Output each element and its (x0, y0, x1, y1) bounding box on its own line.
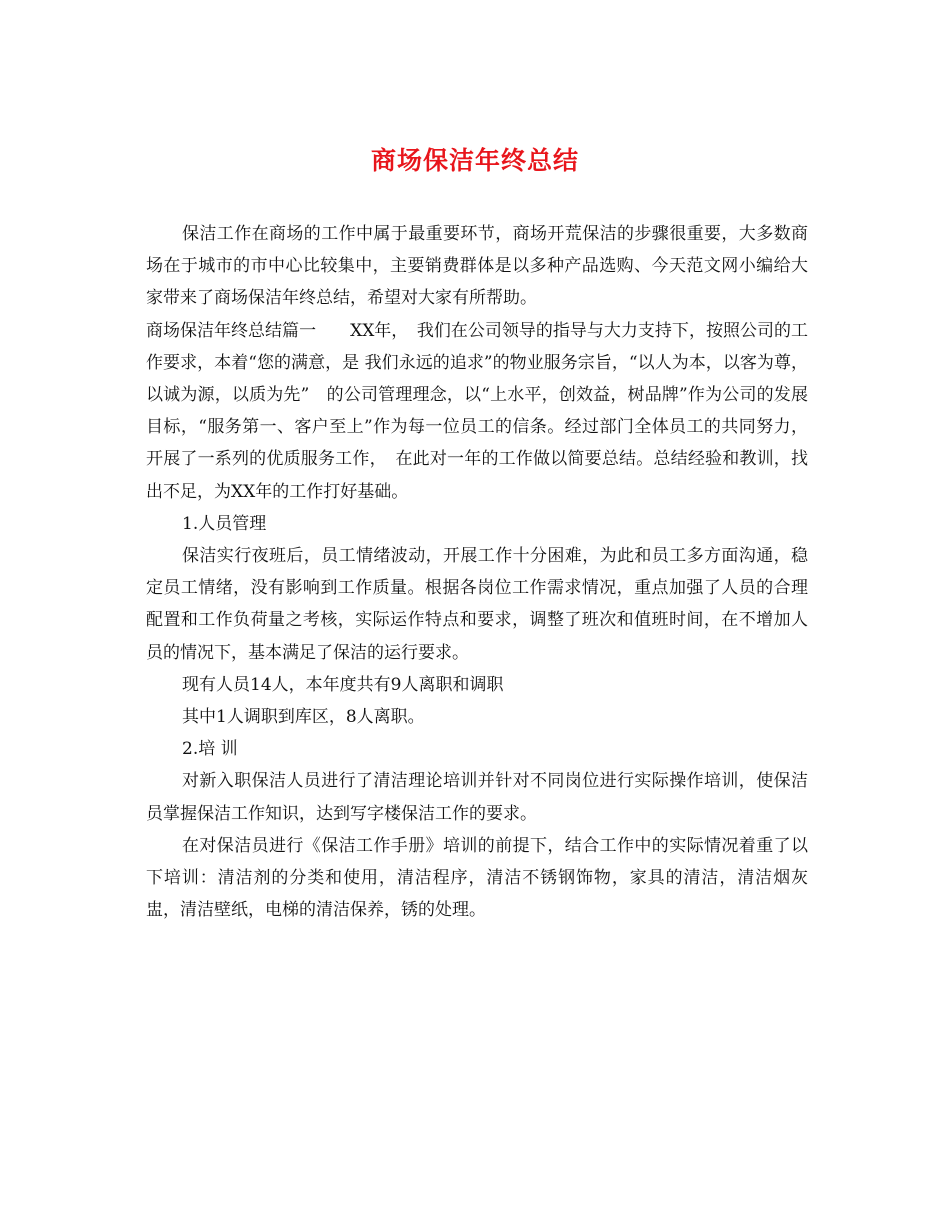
document-body (146, 218, 808, 926)
staff-transfer-paragraph: 其中1人调职到库区，8人离职。 (182, 707, 425, 728)
intro-paragraph: 保洁工作在商场的工作中属于最重要环节，商场开荒保洁的步骤很重要，大多数商场在于城市的市中心比较集中，主要销费群体是以多种产品选购、今天范文网小编给大家带来了商场保洁年终总结，希望对大家有所帮助。 (146, 224, 808, 309)
training-paragraph-2: 在对保洁员进行《保洁工作手册》培训的前提下，结合工作中的实际情况着重了以下培训：清洁剂的分类和使用，清洁程序，清洁不锈钢饰物，家具的清洁，清洁烟灰盅，清洁壁纸，电梯的清洁保养，锈的处理。 (146, 835, 808, 921)
training-paragraph-1: 对新入职保洁人员进行了清洁理论培训并针对不同岗位进行实际操作培训，使保洁员掌握保洁工作知识，达到写字楼保洁工作的要求。 (146, 771, 808, 824)
heading-training: 2.培 训 (182, 739, 238, 760)
heading-staff-management: 1.人员管理 (182, 513, 267, 534)
staff-count-paragraph: 现有人员14人，本年度共有9人离职和调职 (182, 674, 504, 695)
staff-management-paragraph: 保洁实行夜班后，员工情绪波动，开展工作十分困难，为此和员工多方面沟通，稳定员工情绪，没有影响到工作质量。根据各岗位工作需求情况，重点加强了人员的合理配置和工作负荷量之考核，实际运作特点和要求，调整了班次和值班时间，在不增加人员的情况下，基本满足了保洁的运行要求。 (146, 546, 808, 663)
section-one-paragraph: 商场保洁年终总结篇一 XX年， 我们在公司领导的指导与大力支持下，按照公司的工作要求，本着“您的满意，是 我们永远的追求”的物业服务宗旨，“以人为本，以客为尊，以诚为源，以质为先” 的公司管理理念，以“上水平，创效益，树品牌”作为公司的发展目标，“服务第一、客户至上”作为每一位员工的信条。经过部门全体员工的共同努力，开展了一系列的优质服务工作， 在此对一年的工作做以简要总结。总结经验和教训，找出不足，为XX年的工作打好基础。 (146, 320, 808, 502)
document-title: 商场保洁年终总结 (370, 146, 579, 175)
